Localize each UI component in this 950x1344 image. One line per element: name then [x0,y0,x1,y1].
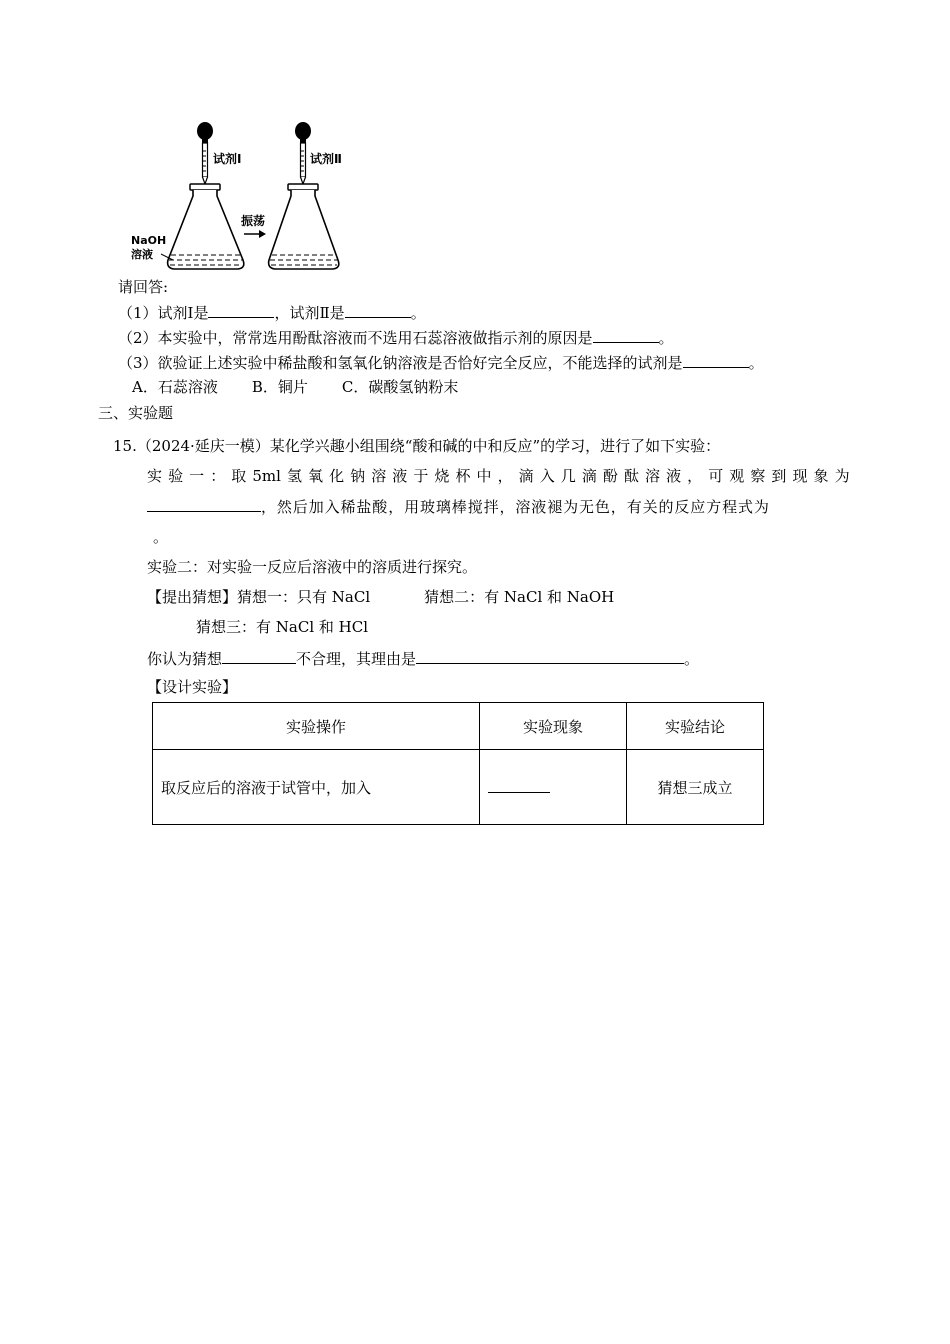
option-a[interactable]: A．石蕊溶液 [132,378,218,396]
q15-judgement [147,648,699,669]
answer-blank-reagent1[interactable] [208,302,274,318]
exp1-token: 溶 [645,467,661,485]
judgement-text-c: 。 [684,650,700,668]
exp1-token: 酚 [602,467,618,485]
table-cell-operation: 取反应后的溶液于试管中，加入 [153,750,480,825]
exp1-token: 烧 [434,467,450,485]
answer-blank-reagent-choice[interactable] [683,352,749,368]
answer-blank-phenomenon[interactable] [147,496,261,512]
exp1-token: 于 [413,467,429,485]
judgement-text-a: 你认为猜想 [147,650,223,668]
q15-exp1-end: 。 [153,528,169,546]
answer-blank-reason[interactable] [593,327,659,343]
table-header-operation: 实验操作 [153,703,480,750]
section-heading: 三、实验题 [98,404,174,422]
q15-stem: 15.（2024·延庆一模）某化学兴趣小组围绕“酸和碱的中和反应”的学习，进行了如下实验： [113,437,721,455]
solution-label: 溶液 [131,248,153,261]
q14-part2-text-a: （2）本实验中，常常选用酚酞溶液而不选用石蕊溶液做指示剂的原因是 [118,329,593,347]
hypothesis-2: 猜想二：有 NaCl 和 NaOH [424,588,615,606]
q14-part2-text-b: 。 [658,329,674,347]
exp1-token: 氧 [308,467,324,485]
exp1-token: 验 [168,467,184,485]
exp1-token: 察 [750,467,766,485]
q15-exp1-line2 [147,496,770,517]
q15-exp1-line2-text: ，然后加入稀盐酸，用玻璃棒搅拌，溶液褪为无色，有关的反应方程式为 [261,498,770,516]
q14-options [132,377,458,397]
exp1-token: 液 [666,467,682,485]
q14-part2 [118,327,674,348]
flask-2 [269,184,339,269]
exp1-token: 入 [539,467,555,485]
exp1-token: 几 [560,467,576,485]
exp1-token: 现 [792,467,808,485]
exp1-token: 可 [708,467,724,485]
q15-hypothesis-row1 [147,587,614,607]
table-row [153,750,764,825]
exp1-token: 溶 [371,467,387,485]
dropper-1 [197,122,213,184]
judgement-text-b: 不合理，其理由是 [296,650,417,668]
q15-exp2: 实验二：对实验一反应后溶液中的溶质进行探究。 [147,558,478,576]
option-b[interactable]: B．铜片 [251,378,308,396]
table-header-conclusion: 实验结论 [627,703,764,750]
answer-blank-reason2[interactable] [416,648,684,664]
shake-label: 振荡 [241,214,266,228]
hypothesis-1: 【提出猜想】猜想一：只有 NaCl [147,588,371,606]
exp1-token: 钠 [350,467,366,485]
exp1-token: ， [497,467,513,485]
exp1-token: ： [210,467,226,485]
q14-prompt: 请回答: [118,278,169,296]
exp1-token: 为 [834,467,850,485]
table-cell-conclusion: 猜想三成立 [627,750,764,825]
q14-part1 [118,302,426,323]
exp1-token: 氢 [286,467,302,485]
reagent1-label: 试剂Ⅰ [213,152,242,166]
q14-part3-text-b: 。 [748,354,764,372]
table-header-row [153,703,764,750]
dropper-2 [295,122,311,184]
exp1-token: 一 [189,467,205,485]
exp1-token: ， [687,467,703,485]
exp1-token: 实 [147,467,163,485]
experiment-figure [128,118,368,274]
exp1-token: 5ml [252,467,281,485]
q14-part3-text-a: （3）欲验证上述实验中稀盐酸和氢氧化钠溶液是否恰好完全反应，不能选择的试剂是 [118,354,683,372]
naoh-label: NaOH [131,234,167,247]
answer-blank-reagent2[interactable] [345,302,411,318]
q14-part1-text-b: ，试剂Ⅱ是 [274,304,345,322]
exp1-token: 滴 [581,467,597,485]
exp1-token: 杯 [455,467,471,485]
exp1-token: 酞 [623,467,639,485]
exp1-token: 中 [476,467,492,485]
q15-exp1-line3 [153,526,168,547]
q14-part1-text-a: （1）试剂Ⅰ是 [118,304,209,322]
exp1-token: 观 [729,467,745,485]
exp1-token: 取 [231,467,247,485]
exp1-token: 象 [813,467,829,485]
experiment-table [152,702,764,825]
hypothesis-3: 猜想三：有 NaCl 和 HCl [196,618,369,636]
arrow-icon [244,230,266,238]
design-heading: 【设计实验】 [147,678,238,696]
table-cell-phenomenon [480,750,627,825]
exp1-token: 滴 [518,467,534,485]
q15-exp1-line1 [147,466,850,486]
flask-1 [168,184,244,269]
table-header-phenomenon: 实验现象 [480,703,627,750]
exp1-token: 化 [329,467,345,485]
q14-part3 [118,352,764,373]
exp1-token: 到 [771,467,787,485]
option-c[interactable]: C．碳酸氢钠粉末 [341,378,459,396]
answer-blank-hypothesis[interactable] [222,648,296,664]
exp1-token: 液 [392,467,408,485]
answer-blank-table-phenomenon[interactable] [488,777,550,793]
q14-part1-text-c: 。 [410,304,426,322]
reagent2-label: 试剂Ⅱ [310,152,342,166]
